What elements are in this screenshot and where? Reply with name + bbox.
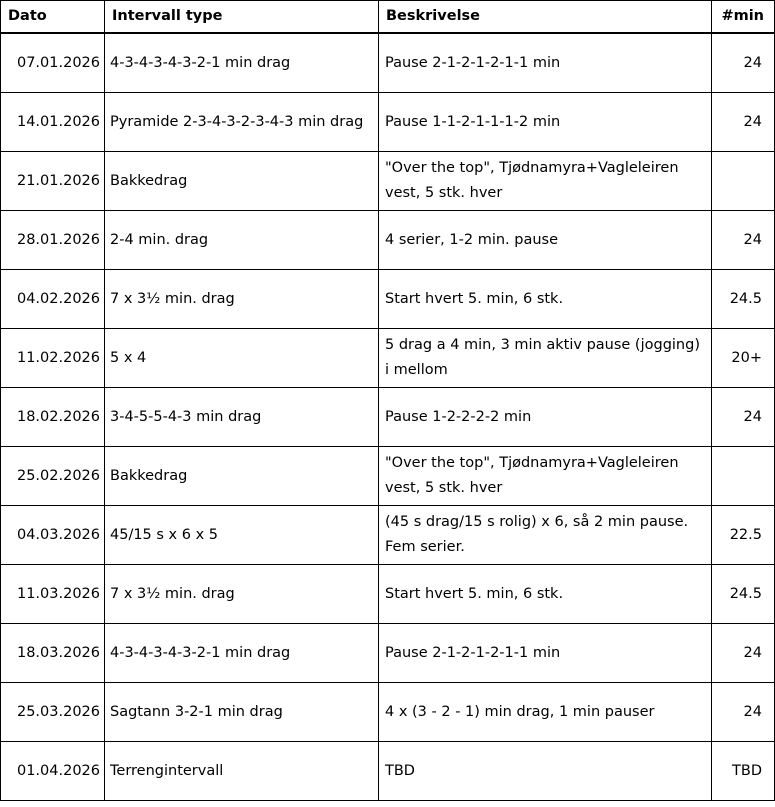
cell-description: "Over the top", Tjødnamyra+Vagleleiren vest, 5 stk. hver: [379, 152, 712, 211]
cell-date: 01.04.2026: [1, 742, 105, 801]
header-description: Beskrivelse: [379, 1, 712, 34]
cell-description: Pause 1-2-2-2-2 min: [379, 388, 712, 447]
cell-description: Pause 2-1-2-1-2-1-1 min: [379, 624, 712, 683]
cell-description: 5 drag a 4 min, 3 min aktiv pause (jogging) i mellom: [379, 329, 712, 388]
table-row: [1, 33, 775, 93]
header-row: [1, 1, 775, 34]
table-row: [1, 565, 775, 624]
table-row: [1, 211, 775, 270]
cell-date: 28.01.2026: [1, 211, 105, 270]
cell-description: Start hvert 5. min, 6 stk.: [379, 270, 712, 329]
table-row: [1, 93, 775, 152]
cell-interval-type: 3-4-5-5-4-3 min drag: [105, 388, 379, 447]
cell-description: Pause 2-1-2-1-2-1-1 min: [379, 33, 712, 93]
table-header: [1, 1, 775, 34]
cell-interval-type: 5 x 4: [105, 329, 379, 388]
table-row: [1, 388, 775, 447]
cell-minutes: [712, 447, 775, 506]
table-row: [1, 329, 775, 388]
cell-date: 07.01.2026: [1, 33, 105, 93]
cell-interval-type: 7 x 3½ min. drag: [105, 270, 379, 329]
cell-interval-type: Sagtann 3-2-1 min drag: [105, 683, 379, 742]
cell-description: Pause 1-1-2-1-1-1-2 min: [379, 93, 712, 152]
cell-date: 25.03.2026: [1, 683, 105, 742]
cell-interval-type: Pyramide 2-3-4-3-2-3-4-3 min drag: [105, 93, 379, 152]
cell-interval-type: 7 x 3½ min. drag: [105, 565, 379, 624]
cell-date: 21.01.2026: [1, 152, 105, 211]
cell-interval-type: Bakkedrag: [105, 152, 379, 211]
cell-minutes: 24: [712, 624, 775, 683]
cell-interval-type: 4-3-4-3-4-3-2-1 min drag: [105, 624, 379, 683]
cell-description: 4 x (3 - 2 - 1) min drag, 1 min pauser: [379, 683, 712, 742]
cell-minutes: 24: [712, 211, 775, 270]
table-row: [1, 447, 775, 506]
cell-minutes: TBD: [712, 742, 775, 801]
cell-description: "Over the top", Tjødnamyra+Vagleleiren vest, 5 stk. hver: [379, 447, 712, 506]
table-row: [1, 506, 775, 565]
table-row: [1, 152, 775, 211]
cell-minutes: [712, 152, 775, 211]
table-row: [1, 742, 775, 801]
cell-interval-type: 45/15 s x 6 x 5: [105, 506, 379, 565]
table-row: [1, 683, 775, 742]
cell-description: 4 serier, 1-2 min. pause: [379, 211, 712, 270]
header-minutes: #min: [712, 1, 775, 34]
table-body: [1, 33, 775, 801]
cell-minutes: 20+: [712, 329, 775, 388]
cell-minutes: 24.5: [712, 565, 775, 624]
table-row: [1, 624, 775, 683]
cell-minutes: 22.5: [712, 506, 775, 565]
cell-minutes: 24: [712, 33, 775, 93]
header-date: Dato: [1, 1, 105, 34]
cell-date: 25.02.2026: [1, 447, 105, 506]
cell-date: 04.02.2026: [1, 270, 105, 329]
cell-date: 14.01.2026: [1, 93, 105, 152]
cell-interval-type: Bakkedrag: [105, 447, 379, 506]
cell-date: 11.02.2026: [1, 329, 105, 388]
cell-date: 11.03.2026: [1, 565, 105, 624]
cell-minutes: 24: [712, 388, 775, 447]
cell-interval-type: 2-4 min. drag: [105, 211, 379, 270]
cell-interval-type: Terrengintervall: [105, 742, 379, 801]
cell-description: TBD: [379, 742, 712, 801]
cell-minutes: 24: [712, 93, 775, 152]
cell-date: 18.03.2026: [1, 624, 105, 683]
cell-minutes: 24.5: [712, 270, 775, 329]
table-row: [1, 270, 775, 329]
cell-minutes: 24: [712, 683, 775, 742]
cell-date: 18.02.2026: [1, 388, 105, 447]
cell-date: 04.03.2026: [1, 506, 105, 565]
header-interval-type: Intervall type: [105, 1, 379, 34]
cell-interval-type: 4-3-4-3-4-3-2-1 min drag: [105, 33, 379, 93]
cell-description: (45 s drag/15 s rolig) x 6, så 2 min pause. Fem serier.: [379, 506, 712, 565]
cell-description: Start hvert 5. min, 6 stk.: [379, 565, 712, 624]
